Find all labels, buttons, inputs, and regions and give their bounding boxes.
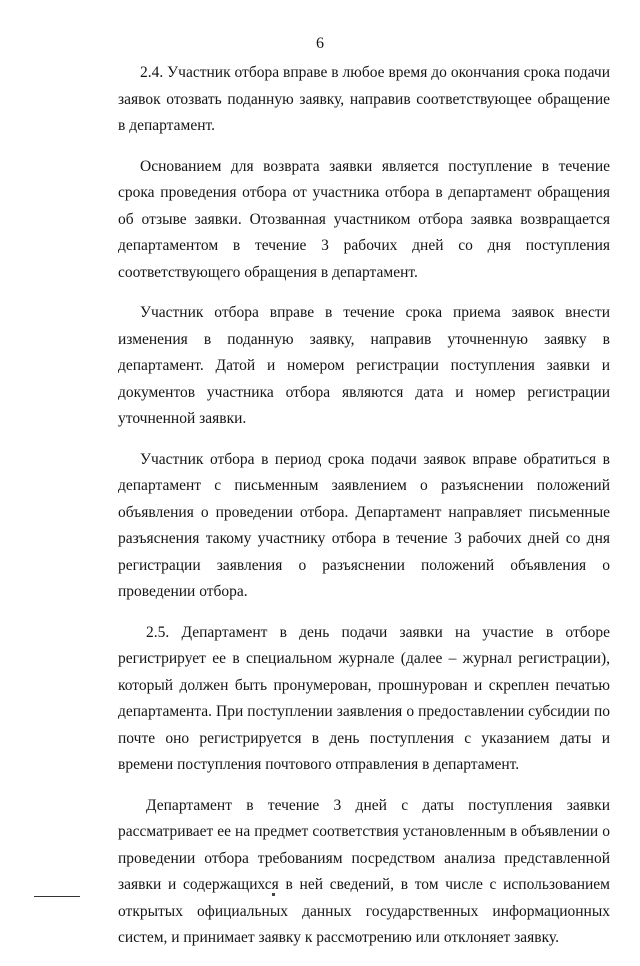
scan-dot	[272, 893, 275, 896]
page-number: 6	[316, 35, 324, 52]
paragraph-application-review: Департамент в течение 3 дней с даты поступления заявки рассматривает ее на предмет соответствия установленным в объявлении о проведении отбора требованиям посредством анализа представленной заявки и содержащихся в ней сведений, в том числе с использованием открытых официальных данных государственных информационных систем, и принимает заявку к рассмотрению или отклоняет заявку.	[118, 796, 610, 946]
paragraph-2-4: 2.4. Участник отбора вправе в любое время до окончания срока подачи заявок отозвать поданную заявку, направив соответствующее обращение в департамент.	[118, 64, 610, 134]
footer-rule	[34, 896, 80, 897]
paragraph-application-changes: Участник отбора вправе в течение срока приема заявок внести изменения в поданную заявку, направив уточненную заявку в департамент. Датой и номером регистрации поступления заявки и документов участника отбора являются дата и номер регистрации уточненной заявки.	[118, 304, 610, 427]
paragraph-withdrawal-grounds: Основанием для возврата заявки является поступление в течение срока проведения отбора от участника отбора в департамент обращения об отзыве заявки. Отозванная участником отбора заявка возвращается департаментом в течение 3 рабочих дней со дня поступления соответствующего обращения в департамент.	[118, 157, 610, 281]
paragraph-clarification-request: Участник отбора в период срока подачи заявок вправе обратиться в департамент с письменным заявлением о разъяснении положений объявления о проведении отбора. Департамент направляет письменные разъяснения такому участнику отбора в течение 3 рабочих дней со дня регистрации заявления о разъяснении положений объявления о проведении отбора.	[118, 450, 610, 600]
paragraph-2-5: 2.5. Департамент в день подачи заявки на участие в отборе регистрирует ее в специальном журнале (далее – журнал регистрации), который должен быть пронумерован, прошнурован и скреплен печатью департамента. При поступлении заявления о предоставлении субсидии по почте оно регистрируется в день поступления с указанием даты и времени поступления почтового отправления в департамент.	[118, 623, 610, 773]
document-body	[118, 60, 610, 966]
